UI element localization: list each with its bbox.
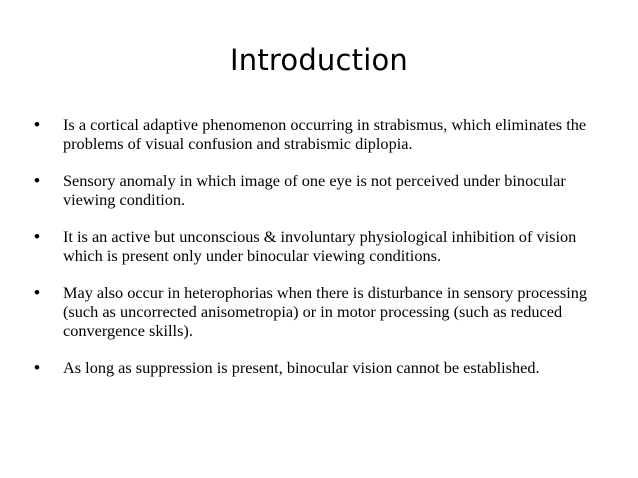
bullet-marker: • [34, 227, 40, 246]
bullet-marker: • [34, 358, 40, 377]
bullet-marker: • [34, 115, 40, 134]
bullet-marker: • [34, 283, 40, 302]
bullet-item [34, 358, 604, 377]
bullet-text: It is an active but unconscious & involuntary physiological inhibition of vision which is present only under binocular viewing conditions. [63, 227, 577, 265]
bullet-item [34, 227, 604, 265]
bullet-list [34, 115, 604, 395]
bullet-text: Sensory anomaly in which image of one eye is not perceived under binocular viewing condition. [63, 171, 566, 209]
bullet-text: As long as suppression is present, binocular vision cannot be established. [63, 358, 540, 377]
bullet-item [34, 171, 604, 209]
bullet-text: Is a cortical adaptive phenomenon occurring in strabismus, which eliminates the problems of visual confusion and strabismic diplopia. [63, 115, 587, 153]
bullet-item [34, 283, 604, 340]
bullet-item [34, 115, 604, 153]
bullet-text: May also occur in heterophorias when there is disturbance in sensory processing (such as uncorrected anisometropia) or in motor processing (such as reduced convergence skills). [63, 283, 588, 340]
slide-title: Introduction [229, 43, 408, 77]
bullet-marker: • [34, 171, 40, 190]
